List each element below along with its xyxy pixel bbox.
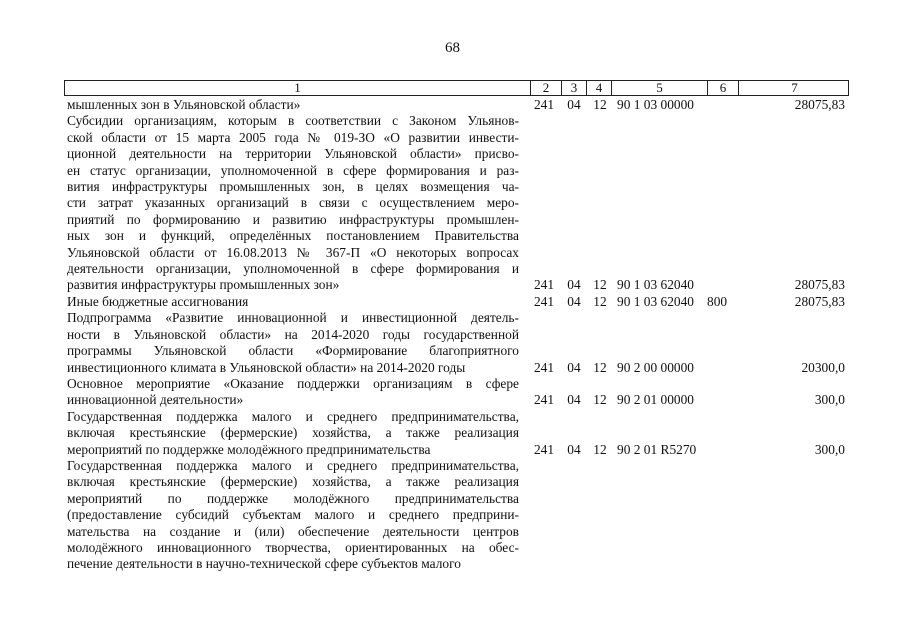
cell-col-4: 12	[593, 277, 607, 293]
row-description	[67, 113, 519, 293]
description-line: ных зон и функций, определённых постановлением Правительства	[67, 228, 519, 244]
table-body	[0, 97, 905, 573]
cell-col-3: 04	[567, 293, 581, 309]
header-col-5: 5	[611, 81, 707, 95]
header-col-2: 2	[530, 81, 561, 95]
cell-col-7: 28075,83	[794, 277, 845, 293]
cell-col-3: 04	[567, 441, 581, 457]
description-line: мышленных зон в Ульяновской области»	[67, 97, 301, 112]
description-line: ности в Ульяновской области» на 2014-2020 годы государственной	[67, 326, 519, 342]
table-row	[0, 113, 905, 293]
table-row	[0, 97, 905, 113]
cell-col-4: 12	[593, 97, 607, 112]
page-number: 68	[445, 40, 460, 56]
row-description	[67, 97, 519, 113]
header-col-4: 4	[586, 81, 611, 95]
header-col-3: 3	[561, 81, 586, 95]
description-line: деятельности организации, уполномоченной в сфере формирования и	[67, 261, 519, 277]
cell-col-7: 300,0	[814, 441, 845, 457]
description-line: ской области от 15 марта 2005 года № 019-ЗО «О развитии инвести-	[67, 129, 519, 145]
row-description	[67, 376, 519, 409]
cell-col-2: 241	[533, 359, 555, 375]
description-line: включая крестьянские (фермерские) хозяйства, а также реализация	[67, 425, 519, 441]
description-line: Государственная поддержка малого и среднего предпринимательства,	[67, 408, 519, 424]
cell-col-5: 90 1 03 62040	[617, 277, 694, 293]
description-line: молодёжного инновационного творчества, ориентированных на обес-	[67, 539, 519, 555]
description-line: Субсидии организациям, которым в соответствии с Законом Ульянов-	[67, 113, 519, 129]
description-line: инновационной деятельности»	[67, 392, 244, 408]
table-row	[0, 294, 905, 310]
cell-col-7: 28075,83	[794, 97, 845, 112]
cell-col-5: 90 1 03 62040	[617, 293, 694, 309]
cell-col-7: 28075,83	[794, 293, 845, 309]
cell-col-2: 241	[533, 293, 555, 309]
cell-col-3: 04	[567, 392, 581, 408]
cell-col-4: 12	[593, 441, 607, 457]
cell-col-2: 241	[533, 97, 555, 112]
description-line: печение деятельности в научно-технической сфере субъектов малого	[67, 556, 461, 572]
description-line: программы Ульяновской области «Формирование благоприятного	[67, 343, 519, 359]
cell-col-3: 04	[567, 97, 581, 112]
row-description	[67, 409, 519, 458]
cell-col-5: 90 2 01 00000	[617, 392, 694, 408]
description-line: сти затрат указанных организаций в связи с осуществлением меро-	[67, 195, 519, 211]
table-row	[0, 376, 905, 409]
cell-col-7: 300,0	[814, 392, 845, 408]
row-description	[67, 294, 519, 310]
description-line: мероприятий по поддержке молодёжного предпринимательства	[67, 490, 519, 506]
description-line: ен статус организации, уполномоченной в сфере формирования и раз-	[67, 162, 519, 178]
cell-col-2: 241	[533, 277, 555, 293]
description-line: Основное мероприятие «Оказание поддержки организациям в сфере	[67, 375, 519, 391]
cell-col-3: 04	[567, 359, 581, 375]
cell-col-4: 12	[593, 392, 607, 408]
header-col-1: 1	[294, 80, 301, 95]
table-header	[64, 80, 849, 96]
description-line: включая крестьянские (фермерские) хозяйства, а также реализация	[67, 474, 519, 490]
cell-col-3: 04	[567, 277, 581, 293]
description-line: (предоставление субсидий субъектам малого и среднего предприни-	[67, 507, 519, 523]
cell-col-7: 20300,0	[801, 359, 845, 375]
cell-col-5: 90 1 03 00000	[617, 97, 694, 112]
description-line: Подпрограмма «Развитие инновационной и инвестиционной деятель-	[67, 310, 519, 326]
cell-col-4: 12	[593, 293, 607, 309]
row-description	[67, 458, 519, 573]
description-line: мероприятий по поддержке молодёжного предпринимательства	[67, 441, 431, 457]
table-row	[0, 310, 905, 376]
header-col-7: 7	[738, 81, 850, 95]
description-line: Иные бюджетные ассигнования	[67, 293, 249, 309]
table-row	[0, 409, 905, 458]
cell-col-5: 90 2 00 00000	[617, 359, 694, 375]
row-description	[67, 310, 519, 376]
description-line: вития инфраструктуры промышленных зон, в целях возмещения ча-	[67, 179, 519, 195]
description-line: приятий по формированию и развитию инфраструктуры промышлен-	[67, 211, 519, 227]
cell-col-6: 800	[707, 293, 728, 309]
cell-col-4: 12	[593, 359, 607, 375]
cell-col-2: 241	[533, 441, 555, 457]
description-line: Ульяновской области от 16.08.2013 № 367-П «О некоторых вопросах	[67, 244, 519, 260]
cell-col-5: 90 2 01 R5270	[617, 441, 697, 457]
table-row	[0, 458, 905, 573]
description-line: ционной деятельности на территории Ульяновской области» присво-	[67, 146, 519, 162]
header-col-6: 6	[707, 81, 738, 95]
description-line: мательства на создание и (или) обеспечение деятельности центров	[67, 523, 519, 539]
description-line: Государственная поддержка малого и среднего предпринимательства,	[67, 457, 519, 473]
description-line: инвестиционного климата в Ульяновской области» на 2014-2020 годы	[67, 359, 466, 375]
cell-col-2: 241	[533, 392, 555, 408]
description-line: развития инфраструктуры промышленных зон»	[67, 277, 340, 293]
